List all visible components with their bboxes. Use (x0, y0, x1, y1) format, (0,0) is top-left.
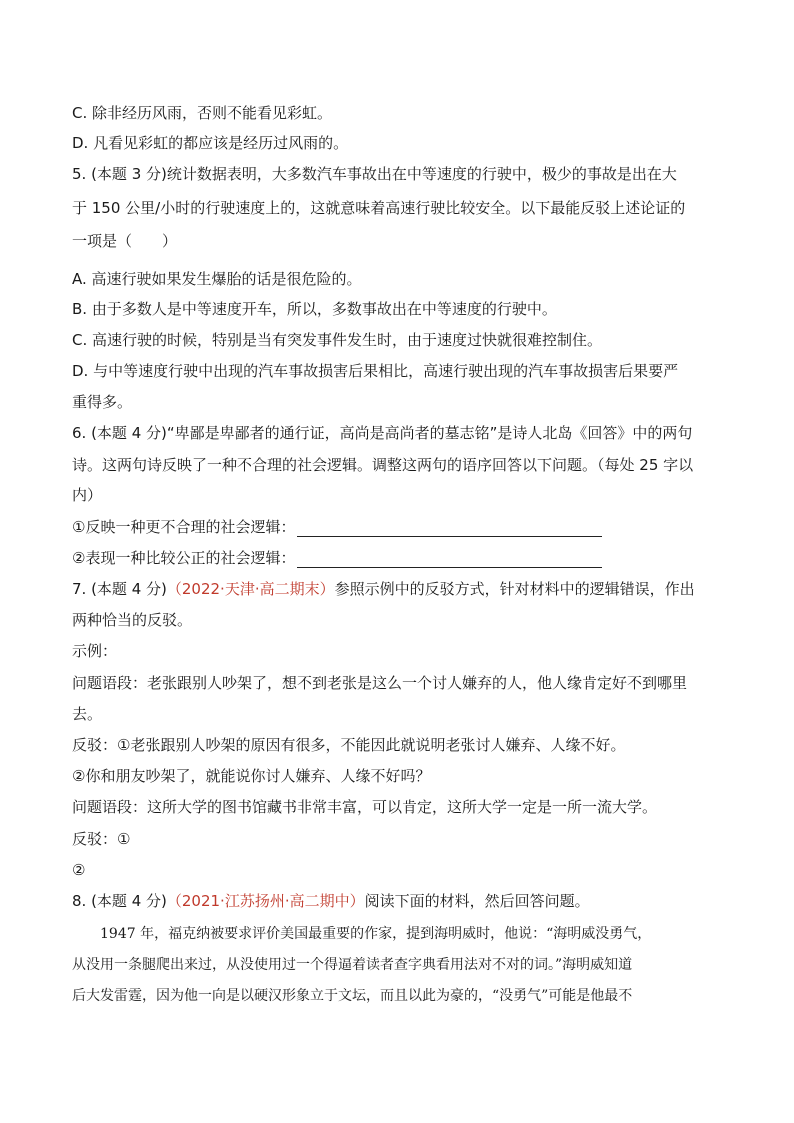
q7-stem-line-1 (72, 579, 732, 599)
q7-rebuttal-2: ② (72, 861, 86, 879)
q5-option-d-line-1: D. 与中等速度行驶中出现的汽车事故损害后果相比，高速行驶出现的汽车事故损害后果要严 (72, 362, 679, 380)
q7-number: 7. (本题 4 分) (72, 580, 167, 598)
q7-example-segment-line-2: 去。 (72, 705, 103, 723)
q5-option-a: A. 高速行驶如果发生爆胎的话是很危险的。 (72, 270, 362, 288)
q6-stem-line-1: 6. (本题 4 分)“卑鄙是卑鄙者的通行证，高尚是高尚者的墓志铭”是诗人北岛《回答》中的两句 (72, 424, 693, 442)
q5-stem-line-3: 一项是（ ） (72, 232, 178, 250)
q8-stem (72, 891, 732, 911)
q7-question-segment: 问题语段：这所大学的图书馆藏书非常丰富，可以肯定，这所大学一定是一所一流大学。 (72, 798, 658, 816)
q8-source-tag: （2021·江苏扬州·高二期中） (166, 892, 365, 910)
q5-stem-line-1: 5. (本题 3 分)统计数据表明，大多数汽车事故出在中等速度的行驶中，极少的事故是出在大 (72, 165, 677, 183)
q6-stem-line-3: 内） (72, 486, 103, 504)
q7-source-tag: （2022·天津·高二期末） (166, 580, 335, 598)
q5-option-d-line-2: 重得多。 (72, 393, 133, 411)
q6-answer-2-blank[interactable] (297, 551, 602, 568)
q7-stem-line-2: 两种恰当的反驳。 (72, 611, 193, 629)
q7-example-segment-line-1: 问题语段：老张跟别人吵架了，想不到老张是这么一个讨人嫌弃的人，他人缘肯定好不到哪里 (72, 674, 688, 692)
q4-option-c: C. 除非经历风雨，否则不能看见彩虹。 (72, 104, 333, 122)
q8-stem-text: 阅读下面的材料，然后回答问题。 (364, 892, 590, 910)
q7-stem-text: 参照示例中的反驳方式，针对材料中的逻辑错误，作出 (334, 580, 695, 598)
q8-passage-line-1: 1947 年，福克纳被要求评价美国最重要的作家，提到海明威时，他说：“海明威没勇气， (72, 926, 652, 942)
q5-option-b: B. 由于多数人是中等速度开车，所以，多数事故出在中等速度的行驶中。 (72, 300, 557, 318)
q8-number: 8. (本题 4 分) (72, 892, 167, 910)
q6-answer-2-label: ②表现一种比较公正的社会逻辑： (72, 549, 296, 567)
q8-passage-line-2: 从没用一条腿爬出来过，从没使用过一个得逼着读者查字典看用法对不对的词。”海明威知道 (72, 957, 633, 973)
q7-rebuttal-1: 反驳：① (72, 830, 131, 848)
q7-example-label: 示例： (72, 642, 118, 660)
q7-example-rebuttal-1: 反驳：①老张跟别人吵架的原因有很多，不能因此就说明老张讨人嫌弃、人缘不好。 (72, 736, 626, 754)
q6-answer-2 (72, 548, 732, 568)
q8-passage-line-3: 后大发雷霆，因为他一向是以硬汉形象立于文坛，而且以此为豪的，“没勇气”可能是他最不 (72, 988, 633, 1004)
q6-answer-1-label: ①反映一种更不合理的社会逻辑： (72, 518, 296, 536)
q6-stem-line-2: 诗。这两句诗反映了一种不合理的社会逻辑。调整这两句的语序回答以下问题。（每处 25 字以 (72, 456, 694, 474)
q7-example-rebuttal-2: ②你和朋友吵架了，就能说你讨人嫌弃、人缘不好吗？ (72, 767, 431, 785)
q5-option-c: C. 高速行驶的时候，特别是当有突发事件发生时，由于速度过快就很难控制住。 (72, 331, 603, 349)
q6-answer-1-blank[interactable] (297, 520, 602, 537)
q5-stem-line-2: 于 150 公里/小时的行驶速度上的，这就意味着高速行驶比较安全。以下最能反驳上述论证的 (72, 199, 686, 217)
q6-answer-1 (72, 517, 732, 537)
q4-option-d: D. 凡看见彩虹的都应该是经历过风雨的。 (72, 134, 349, 152)
